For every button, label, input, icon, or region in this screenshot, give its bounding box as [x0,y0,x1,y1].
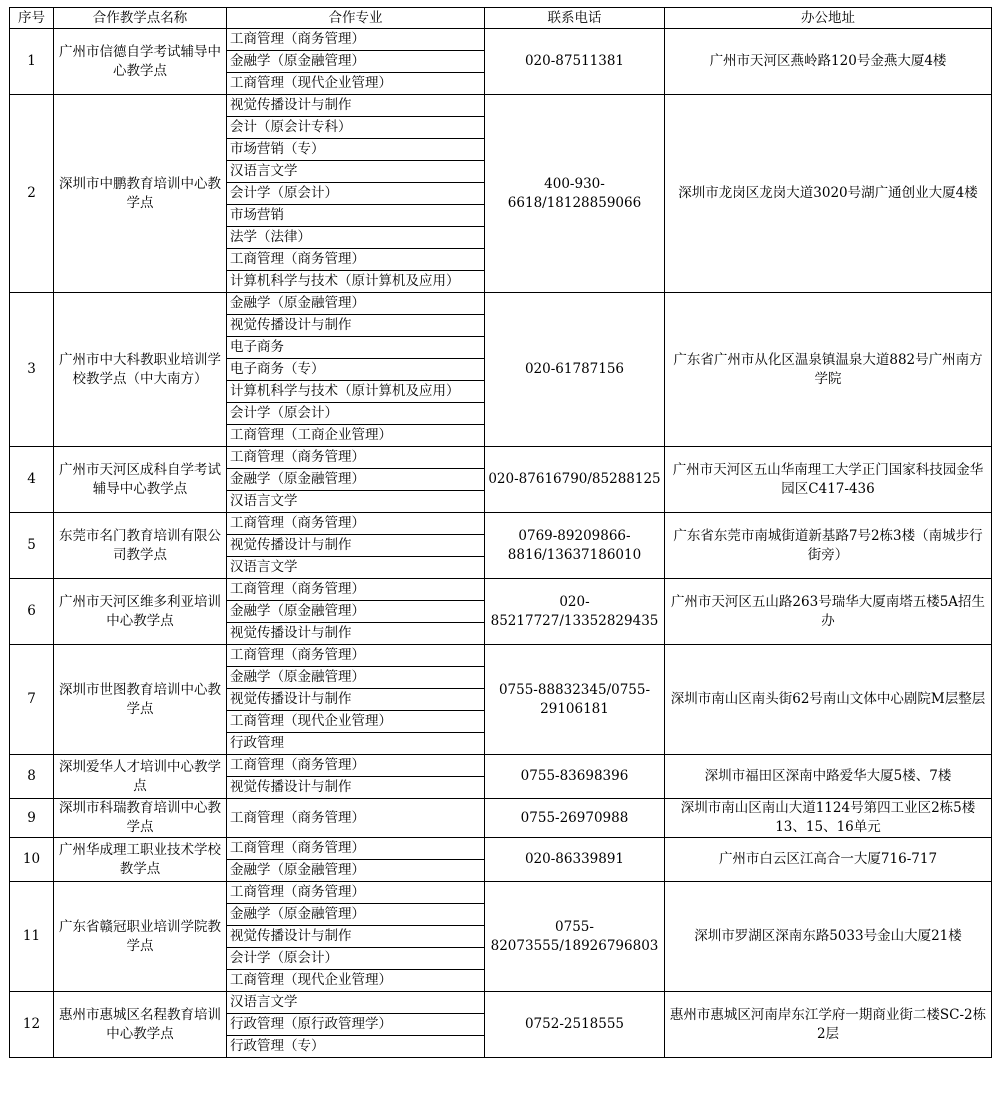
site-name-cell: 广州市天河区成科自学考试辅导中心教学点 [54,447,227,513]
table-row [10,579,992,601]
major-cell: 会计（原会计专科） [227,117,485,139]
seq-cell: 3 [10,293,54,447]
address-cell: 广州市天河区燕岭路120号金燕大厦4楼 [665,29,992,95]
header-row [10,8,992,29]
phone-cell: 020-87616790/85288125 [485,447,665,513]
phone-cell: 0752-2518555 [485,992,665,1058]
major-cell: 工商管理（商务管理） [227,447,485,469]
seq-cell: 2 [10,95,54,293]
major-cell: 会计学（原会计） [227,403,485,425]
major-cell: 工商管理（商务管理） [227,755,485,777]
site-name-cell: 广州市中大科教职业培训学校教学点（中大南方） [54,293,227,447]
major-cell: 金融学（原金融管理） [227,667,485,689]
phone-cell: 020-61787156 [485,293,665,447]
address-cell: 广东省广州市从化区温泉镇温泉大道882号广州南方学院 [665,293,992,447]
major-cell: 汉语言文学 [227,161,485,183]
address-cell: 广东省东莞市南城街道新基路7号2栋3楼（南城步行街旁） [665,513,992,579]
major-cell: 工商管理（商务管理） [227,29,485,51]
major-cell: 视觉传播设计与制作 [227,95,485,117]
phone-cell: 020-85217727/13352829435 [485,579,665,645]
table-row [10,645,992,667]
major-cell: 金融学（原金融管理） [227,293,485,315]
site-name-cell: 深圳市世图教育培训中心教学点 [54,645,227,755]
table-row [10,992,992,1014]
table-row [10,882,992,904]
address-cell: 深圳市南山区南头街62号南山文体中心剧院M层整层 [665,645,992,755]
site-name-cell: 广东省赣冠职业培训学院教学点 [54,882,227,992]
major-cell: 电子商务（专） [227,359,485,381]
seq-cell: 11 [10,882,54,992]
major-cell: 会计学（原会计） [227,948,485,970]
phone-cell: 020-86339891 [485,838,665,882]
site-name-cell: 广州市天河区维多利亚培训中心教学点 [54,579,227,645]
table-row [10,447,992,469]
address-cell: 惠州市惠城区河南岸东江学府一期商业街二楼SC-2栋2层 [665,992,992,1058]
phone-cell: 0755-82073555/18926796803 [485,882,665,992]
major-cell: 工商管理（现代企业管理） [227,970,485,992]
major-cell: 计算机科学与技术（原计算机及应用） [227,271,485,293]
major-cell: 工商管理（商务管理） [227,579,485,601]
major-cell: 工商管理（商务管理） [227,799,485,838]
seq-cell: 10 [10,838,54,882]
header-phone: 联系电话 [485,8,665,29]
phone-cell: 0755-26970988 [485,799,665,838]
address-cell: 深圳市南山区南山大道1124号第四工业区2栋5楼13、15、16单元 [665,799,992,838]
major-cell: 电子商务 [227,337,485,359]
major-cell: 汉语言文学 [227,992,485,1014]
major-cell: 金融学（原金融管理） [227,860,485,882]
table-row [10,29,992,51]
site-name-cell: 广州华成理工职业技术学校教学点 [54,838,227,882]
phone-cell: 0755-88832345/0755-29106181 [485,645,665,755]
major-cell: 工商管理（现代企业管理） [227,73,485,95]
table-row [10,799,992,838]
major-cell: 工商管理（商务管理） [227,882,485,904]
major-cell: 行政管理（原行政管理学） [227,1014,485,1036]
address-cell: 广州市天河区五山华南理工大学正门国家科技园金华园区C417-436 [665,447,992,513]
seq-cell: 6 [10,579,54,645]
seq-cell: 9 [10,799,54,838]
table-body [10,29,992,1058]
address-cell: 广州市天河区五山路263号瑞华大厦南塔五楼5A招生办 [665,579,992,645]
seq-cell: 5 [10,513,54,579]
table-row [10,755,992,777]
seq-cell: 8 [10,755,54,799]
major-cell: 金融学（原金融管理） [227,904,485,926]
major-cell: 法学（法律） [227,227,485,249]
major-cell: 汉语言文学 [227,491,485,513]
header-address: 办公地址 [665,8,992,29]
table-row [10,513,992,535]
major-cell: 工商管理（现代企业管理） [227,711,485,733]
address-cell: 深圳市龙岗区龙岗大道3020号湖广通创业大厦4楼 [665,95,992,293]
major-cell: 视觉传播设计与制作 [227,689,485,711]
table-row [10,95,992,117]
address-cell: 深圳市罗湖区深南东路5033号金山大厦21楼 [665,882,992,992]
major-cell: 金融学（原金融管理） [227,601,485,623]
seq-cell: 1 [10,29,54,95]
major-cell: 工商管理（商务管理） [227,838,485,860]
table-row [10,293,992,315]
site-name-cell: 广州市信德自学考试辅导中心教学点 [54,29,227,95]
major-cell: 金融学（原金融管理） [227,51,485,73]
header-seq: 序号 [10,8,54,29]
seq-cell: 4 [10,447,54,513]
major-cell: 工商管理（商务管理） [227,513,485,535]
site-name-cell: 深圳市中鹏教育培训中心教学点 [54,95,227,293]
major-cell: 视觉传播设计与制作 [227,315,485,337]
major-cell: 视觉传播设计与制作 [227,623,485,645]
major-cell: 视觉传播设计与制作 [227,777,485,799]
major-cell: 行政管理 [227,733,485,755]
address-cell: 广州市白云区江高合一大厦716-717 [665,838,992,882]
header-site-name: 合作教学点名称 [54,8,227,29]
major-cell: 工商管理（工商企业管理） [227,425,485,447]
table-row [10,838,992,860]
major-cell: 视觉传播设计与制作 [227,535,485,557]
seq-cell: 7 [10,645,54,755]
seq-cell: 12 [10,992,54,1058]
major-cell: 市场营销 [227,205,485,227]
site-name-cell: 深圳爱华人才培训中心教学点 [54,755,227,799]
major-cell: 视觉传播设计与制作 [227,926,485,948]
major-cell: 金融学（原金融管理） [227,469,485,491]
site-name-cell: 惠州市惠城区名程教育培训中心教学点 [54,992,227,1058]
header-majors: 合作专业 [227,8,485,29]
phone-cell: 400-930-6618/18128859066 [485,95,665,293]
major-cell: 会计学（原会计） [227,183,485,205]
site-name-cell: 东莞市名门教育培训有限公司教学点 [54,513,227,579]
major-cell: 汉语言文学 [227,557,485,579]
major-cell: 行政管理（专） [227,1036,485,1058]
major-cell: 计算机科学与技术（原计算机及应用） [227,381,485,403]
major-cell: 工商管理（商务管理） [227,645,485,667]
phone-cell: 0755-83698396 [485,755,665,799]
address-cell: 深圳市福田区深南中路爱华大厦5楼、7楼 [665,755,992,799]
major-cell: 工商管理（商务管理） [227,249,485,271]
phone-cell: 0769-89209866-8816/13637186010 [485,513,665,579]
site-name-cell: 深圳市科瑞教育培训中心教学点 [54,799,227,838]
cooperation-sites-table [9,7,992,1058]
phone-cell: 020-87511381 [485,29,665,95]
major-cell: 市场营销（专） [227,139,485,161]
